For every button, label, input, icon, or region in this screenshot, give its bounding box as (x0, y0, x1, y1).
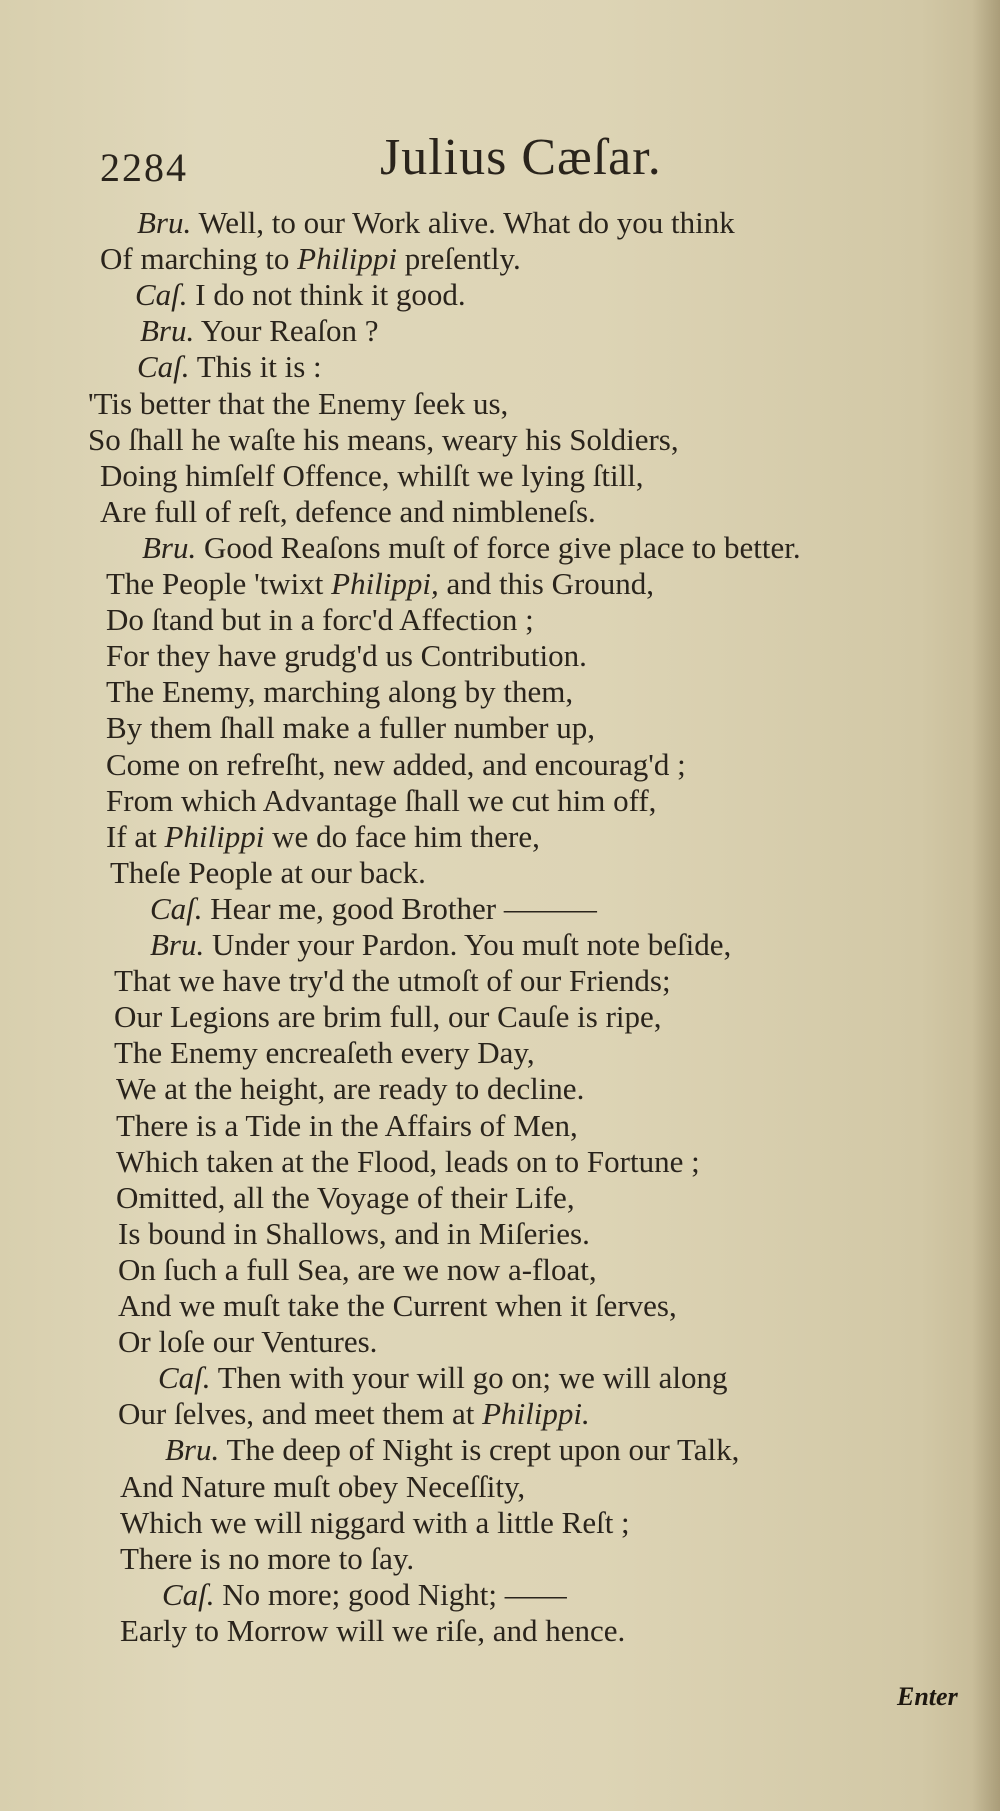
verse-line (88, 422, 679, 458)
speaker-name: Bru. (165, 1432, 220, 1468)
line-text: Your Reaſon ? (194, 313, 379, 349)
speech-line (158, 1360, 727, 1396)
speech-line (142, 530, 801, 566)
speaker-name: Bru. (137, 205, 192, 240)
line-text: We at the height, are ready to decline. (116, 1071, 585, 1107)
verse-line (106, 783, 656, 819)
speaker-name: Caſ. (158, 1360, 211, 1396)
speaker-name: Caſ. (135, 277, 188, 313)
verse-line (114, 999, 662, 1035)
verse-line (116, 1180, 575, 1216)
speaker-name: Caſ. (137, 349, 190, 385)
line-text: This it is : (189, 349, 322, 385)
verse-line (120, 1505, 630, 1541)
verse-line (106, 638, 587, 674)
speaker-name: Bru. (150, 927, 205, 962)
verse-line (116, 1144, 700, 1180)
verse-line (118, 1288, 677, 1324)
verse-line (100, 241, 521, 277)
line-text: Of marching to (100, 241, 298, 277)
line-text: and this Ground, (438, 566, 655, 601)
line-text: Under your Pardon. You muſt note beſide, (204, 927, 732, 962)
line-text: Early to Morrow will we riſe, and hence. (120, 1612, 626, 1648)
verse-line (118, 1216, 590, 1252)
line-text: Come on refreſht, new added, and encourag'd ; (106, 746, 686, 782)
speech-line (150, 891, 597, 927)
page-header (0, 128, 1000, 198)
line-text: Which taken at the Flood, leads on to Fortune ; (116, 1143, 700, 1179)
verse-line (116, 1071, 584, 1107)
line-text: Well, to our Work alive. What do you think (191, 205, 735, 240)
speaker-name: Caſ. (150, 890, 203, 926)
speaker-name: Caſ. (162, 1576, 215, 1612)
line-text: Omitted, all the Voyage of their Life, (116, 1179, 575, 1215)
line-text: 'Tis better that the Enemy ſeek us, (88, 385, 509, 421)
italic-text: Philippi, (331, 566, 439, 601)
line-text: By them ſhall make a fuller number up, (106, 710, 595, 746)
line-text: The Enemy, marching along by them, (106, 674, 574, 710)
line-text: Then with your will go on; we will along (210, 1360, 728, 1396)
italic-text: Philippi (164, 818, 265, 854)
verse-line (106, 747, 686, 783)
verse-line (100, 494, 596, 530)
page-number: 2284 (100, 145, 188, 190)
line-text: Our ſelves, and meet them at (118, 1396, 483, 1432)
line-text: Hear me, good Brother ——— (202, 890, 597, 926)
verse-line (118, 1324, 377, 1360)
line-text: Our Legions are brim full, our Cauſe is ripe, (114, 999, 662, 1035)
line-text: So ſhall he waſte his means, weary his Soldiers, (88, 421, 679, 457)
page-edge-shadow (972, 0, 1000, 1811)
verse-line (106, 602, 534, 638)
speech-line (135, 277, 466, 313)
speech-line (137, 205, 735, 241)
speech-line (162, 1577, 567, 1613)
speech-line (137, 349, 322, 385)
line-text: Theſe People at our back. (110, 854, 426, 890)
verse-line (106, 710, 595, 746)
verse-line (114, 1035, 535, 1071)
verse-line (88, 386, 508, 422)
line-text: If at (106, 818, 165, 854)
verse-line (118, 1252, 597, 1288)
line-text: Doing himſelf Offence, whilſt we lying ſtill, (100, 457, 644, 493)
verse-line (120, 1469, 525, 1505)
line-text: From which Advantage ſhall we cut him off, (106, 782, 657, 818)
line-text: we do face him there, (264, 818, 540, 854)
line-text: And Nature muſt obey Neceſſity, (120, 1468, 526, 1504)
verse-line (120, 1613, 625, 1649)
line-text: There is a Tide in the Affairs of Men, (116, 1107, 578, 1143)
speech-line (165, 1432, 739, 1468)
line-text: Good Reaſons muſt of force give place to better. (196, 529, 801, 565)
line-text: Which we will niggard with a little Reſt ; (120, 1504, 630, 1540)
speech-line (140, 313, 379, 349)
verse-line (114, 963, 671, 999)
verse-line (120, 1541, 414, 1577)
speaker-name: Bru. (140, 313, 195, 349)
running-title: Julius Cæſar. (380, 129, 662, 186)
line-text: That we have try'd the utmoſt of our Friends; (114, 963, 671, 999)
speech-line (150, 927, 731, 963)
line-text: Do ſtand but in a forc'd Affection ; (106, 602, 534, 638)
verse-line (118, 1396, 590, 1432)
verse-line (106, 819, 540, 855)
line-text: There is no more to ſay. (120, 1540, 415, 1576)
line-text: On ſuch a full Sea, are we now a-float, (118, 1251, 597, 1287)
line-text: Are full of reſt, defence and nimbleneſs. (100, 493, 596, 529)
line-text: preſently. (397, 241, 521, 277)
italic-text: Philippi. (482, 1396, 590, 1432)
verse-line (106, 674, 573, 710)
line-text: The deep of Night is crept upon our Talk, (219, 1432, 740, 1468)
verse-line (110, 855, 426, 891)
line-text: Is bound in Shallows, and in Miſeries. (118, 1215, 590, 1251)
catchword: Enter (897, 1682, 958, 1711)
line-text: The People 'twixt (106, 566, 332, 601)
italic-text: Philippi (297, 241, 398, 277)
verse-line (106, 566, 654, 602)
verse-line (100, 458, 644, 494)
line-text: And we muſt take the Current when it ſerves, (118, 1288, 677, 1323)
speaker-name: Bru. (142, 529, 197, 565)
line-text: For they have grudg'd us Contribution. (106, 638, 587, 674)
verse-line (116, 1108, 578, 1144)
line-text: The Enemy encreaſeth every Day, (114, 1035, 535, 1071)
line-text: I do not think it good. (187, 277, 466, 313)
line-text: Or loſe our Ventures. (118, 1324, 378, 1360)
line-text: No more; good Night; —— (214, 1576, 567, 1612)
